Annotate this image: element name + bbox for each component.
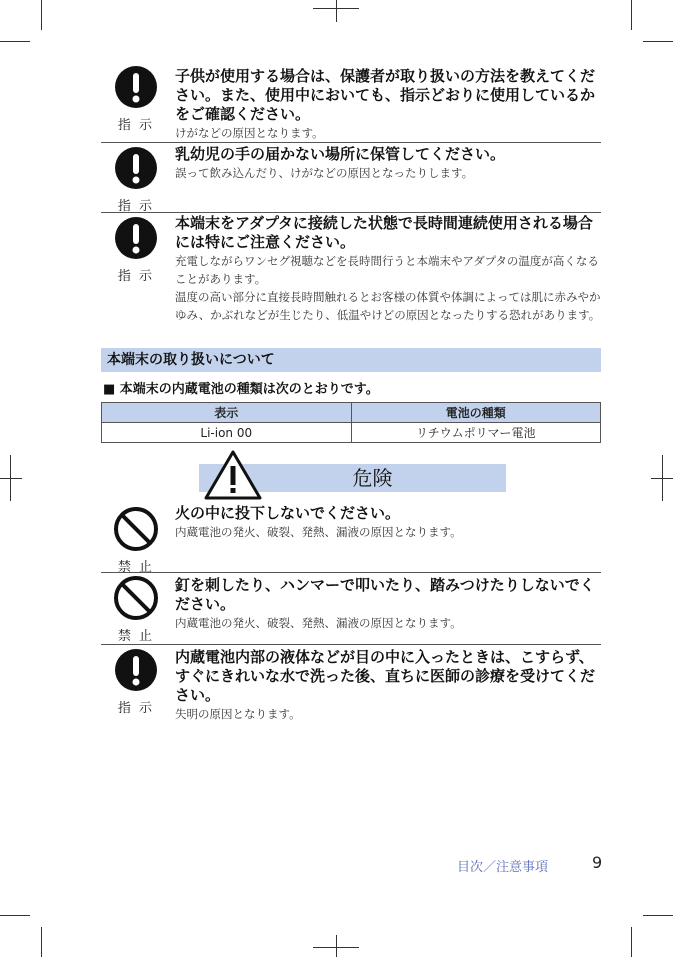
- instruction-icon: [111, 62, 161, 112]
- icon-label: 禁 止: [117, 560, 155, 575]
- warning-body: 失明の原因となります。: [175, 707, 301, 721]
- page-number: 9: [592, 853, 603, 872]
- table-cell: Li-ion 00: [102, 423, 352, 443]
- toc-precautions-link[interactable]: 目次／注意事項: [457, 860, 549, 875]
- warning-body: 内蔵電池の発火、破裂、発熱、漏液の原因となります。: [175, 616, 462, 630]
- section-header: 本端末の取り扱いについて: [101, 348, 601, 372]
- prohibited-icon: [111, 504, 161, 554]
- instruction-icon-group: [101, 213, 171, 284]
- warning-body: 誤って飲み込んだり、けがなどの原因となったりします。: [175, 166, 474, 180]
- battery-type-table: [101, 402, 601, 443]
- warning-title: 乳幼児の手の届かない場所に保管してください。: [175, 145, 506, 163]
- warning-body: けがなどの原因となります。: [175, 126, 324, 140]
- table-row: [102, 423, 601, 443]
- warning-block-supervise-children: [101, 62, 601, 142]
- warning-body: 温度の高い部分に直接長時間触れるとお客様の体質や体調によっては肌に赤みやかゆみ、かぶれなどが生じたり、低温やけどの原因となったりする恐れがあります。: [175, 290, 601, 322]
- warning-title: 子供が使用する場合は、保護者が取り扱いの方法を教えてください。また、使用中においても、指示どおりに使用しているかをご確認ください。: [175, 67, 596, 123]
- warning-title: 本端末をアダプタに接続した状態で長時間連続使用される場合には特にご注意ください。: [175, 214, 593, 251]
- warning-body: 内蔵電池の発火、破裂、発熱、漏液の原因となります。: [175, 525, 462, 539]
- icon-label: 指 示: [117, 199, 155, 214]
- icon-label: 指 示: [117, 269, 155, 284]
- instruction-icon: [111, 143, 161, 193]
- table-header-cell: 電池の種類: [351, 403, 601, 423]
- warning-block-store-away: [101, 142, 601, 213]
- instruction-icon: [111, 213, 161, 263]
- icon-label: 禁 止: [117, 629, 155, 644]
- warning-title: 内蔵電池内部の液体などが目の中に入ったときは、こすらず、すぐにきれいな水で洗った後、直ちに医師の診療を受けてください。: [175, 648, 596, 704]
- warning-block-no-fire: [101, 504, 601, 575]
- prohibited-icon-group: [101, 504, 171, 575]
- instruction-icon-group: [101, 143, 171, 214]
- warning-triangle-icon: [204, 450, 262, 500]
- icon-label: 指 示: [117, 701, 155, 716]
- icon-label: 指 示: [117, 118, 155, 133]
- warning-title: 火の中に投下しないでください。: [175, 504, 401, 522]
- danger-label: 危険: [199, 464, 506, 492]
- warning-title: 釘を刺したり、ハンマーで叩いたり、踏みつけたりしないでください。: [175, 576, 595, 613]
- section-subheading: ■ 本端末の内蔵電池の種類は次のとおりです。: [103, 382, 379, 397]
- prohibited-icon-group: [101, 573, 171, 644]
- danger-banner: [199, 450, 506, 502]
- warning-body: 充電しながらワンセグ視聴などを長時間行うと本端末やアダプタの温度が高くなることがあります。: [175, 254, 599, 286]
- prohibited-icon: [111, 573, 161, 623]
- warning-block-adapter-use: [101, 212, 601, 341]
- instruction-icon-group: [101, 62, 171, 133]
- instruction-icon-group: [101, 645, 171, 716]
- table-header-row: [102, 403, 601, 423]
- table-header-cell: 表示: [102, 403, 352, 423]
- instruction-icon: [111, 645, 161, 695]
- table-cell: リチウムポリマー電池: [351, 423, 601, 443]
- warning-block-eye-contact: [101, 644, 601, 725]
- warning-block-no-impact: [101, 572, 601, 645]
